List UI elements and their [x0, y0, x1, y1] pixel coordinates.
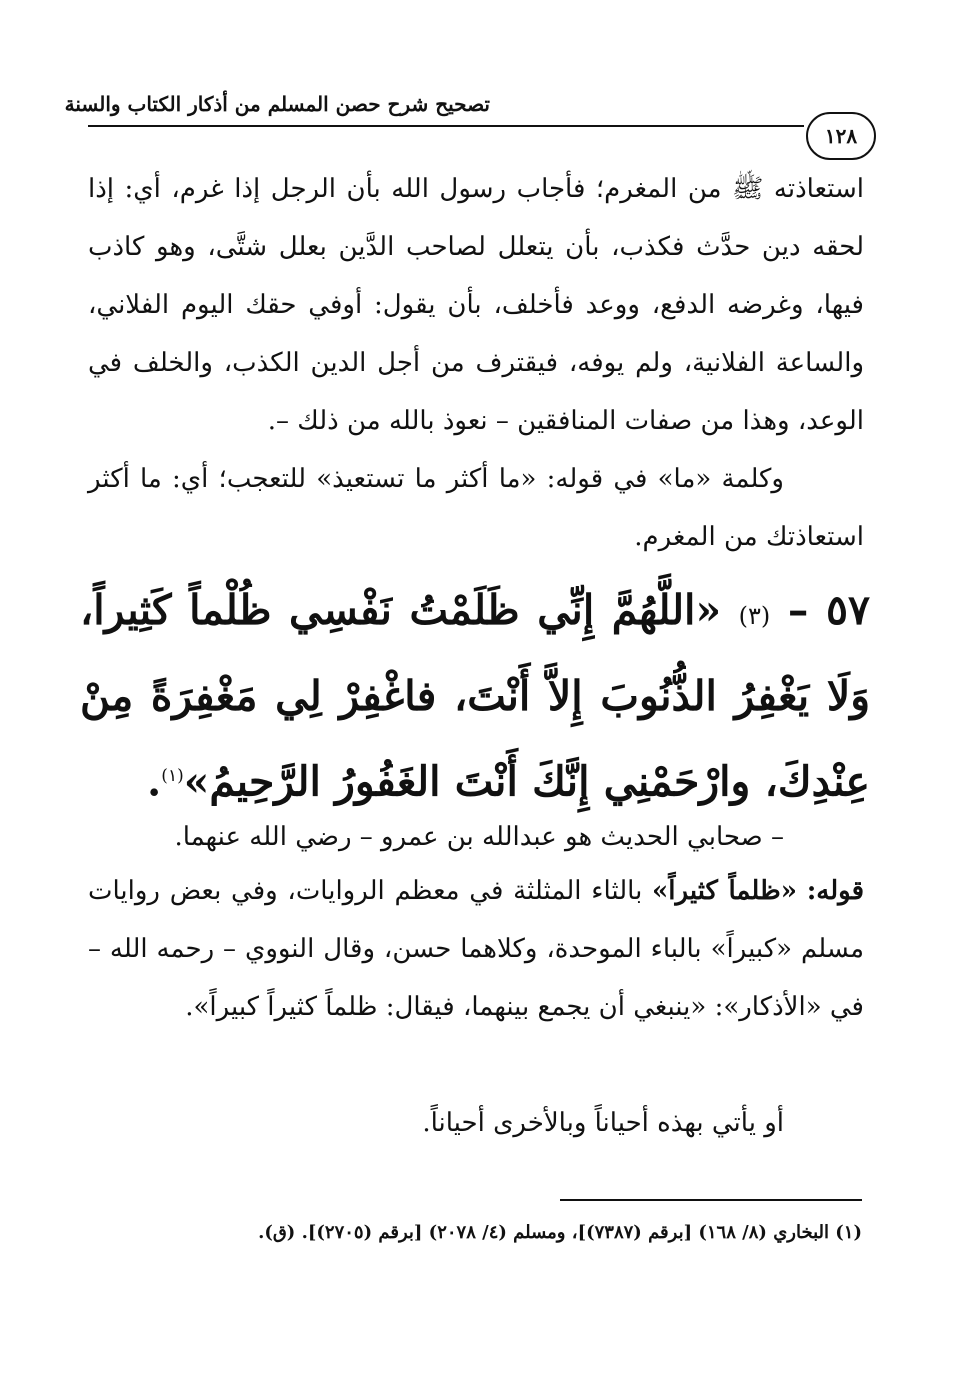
hadith-number: ٥٧ –	[787, 586, 870, 634]
hadith-supplication	[80, 570, 870, 822]
paragraph-explanation: استعاذته ﷺ من المغرم؛ فأجاب رسول الله بأن الرجل إذا غرم، أي: إذا لحقه دين حدَّث فكذب، بأن يتعلل لصاحب الدَّين بعلل شتَّى، وهو كاذب فيها، وغرضه الدفع، ووعد فأخلف، بأن يقول: أوفي حقك اليوم الفلاني، والساعة الفلانية، ولم يوفه، فيقترف من أجل الدين الكذب، والخلف في الوعد، وهذا من صفات المنافقين – نعوذ بالله من ذلك –.	[88, 174, 864, 436]
commentary-label: قوله:	[806, 876, 865, 906]
hadith-reference: (٣)	[738, 602, 771, 630]
footnote-divider	[560, 1199, 862, 1201]
running-header-title: تصحيح شرح حصن المسلم من أذكار الكتاب والسنة	[64, 92, 490, 116]
paragraph-commentary	[88, 862, 864, 1036]
paragraph-companion: – صحابي الحديث هو عبدالله بن عمرو – رضي الله عنهما.	[174, 822, 784, 852]
hadith-end: .	[147, 757, 162, 806]
footnote: (١) البخاري (٨/ ١٦٨) [برقم (٧٣٨٧)]، ومسلم (٤/ ٢٠٧٨) [برقم (٢٧٠٥)]. (ق).	[258, 1222, 862, 1243]
hadith-text: «اللَّهُمَّ إِنِّي ظَلَمْتُ نَفْسِي ظُلْماً كَثِيراً، وَلَا يَغْفِرُ الذُّنُوبَ إِلاَّ أَنْتَ، فاغْفِرْ لِي مَغْفِرَةً مِنْ عِنْدِكَ، وارْحَمْنِي إِنَّكَ أَنْتَ الغَفُورُ الرَّحِيمُ»	[80, 586, 870, 806]
commentary-quote: «ظلماً كثيراً»	[652, 876, 797, 906]
paragraph-word-ma: وكلمة «ما» في قوله: «ما أكثر ما تستعيذ» للتعجب؛ أي: ما أكثر استعاذتك من المغرم.	[88, 464, 864, 552]
paragraph-closing: أو يأتي بهذه أحياناً وبالأخرى أحياناً.	[422, 1108, 784, 1138]
footnote-marker: (١)	[161, 766, 184, 786]
commentary-text: بالثاء المثلثة في معظم الروايات، وفي بعض روايات مسلم «كبيراً» بالباء الموحدة، وكلاهما حسن، وقال النووي – رحمه الله – في «الأذكار»: «ينبغي أن يجمع بينهما، فيقال: ظلماً كثيراً كبيراً».	[88, 876, 864, 1022]
page-number-badge: ١٢٨	[806, 112, 876, 160]
header-divider	[88, 125, 804, 127]
